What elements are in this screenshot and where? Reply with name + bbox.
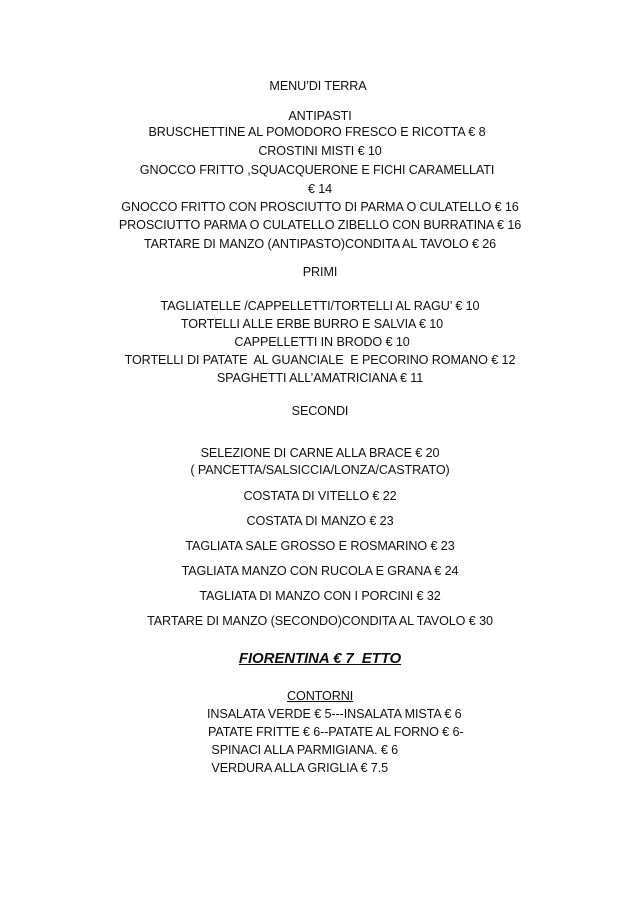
menu-item-note: ( PANCETTA/SALSICCIA/LONZA/CASTRATO) xyxy=(190,463,450,477)
menu-item: PATATE FRITTE € 6--PATATE AL FORNO € 6- xyxy=(208,725,464,739)
menu-item: TAGLIATA SALE GROSSO E ROSMARINO € 23 xyxy=(185,539,455,553)
menu-item: VERDURA ALLA GRIGLIA € 7.5 xyxy=(208,761,389,775)
menu-item: TAGLIATA MANZO CON RUCOLA E GRANA € 24 xyxy=(181,564,459,578)
fiorentina-highlight: FIORENTINA € 7 ETTO xyxy=(238,650,402,667)
menu-item: INSALATA VERDE € 5---INSALATA MISTA € 6 xyxy=(207,707,462,721)
menu-item: GNOCCO FRITTO ,SQUACQUERONE E FICHI CARAMELLATI xyxy=(139,163,495,177)
menu-item: TAGLIATA DI MANZO CON I PORCINI € 32 xyxy=(199,589,441,603)
menu-item: SPINACI ALLA PARMIGIANA. € 6 xyxy=(208,743,399,757)
section-heading-secondi: SECONDI xyxy=(291,404,349,418)
menu-item: TARTARE DI MANZO (SECONDO)CONDITA AL TAVOLO € 30 xyxy=(147,614,493,628)
menu-item: TORTELLI DI PATATE AL GUANCIALE E PECORINO ROMANO € 12 xyxy=(124,353,516,367)
section-heading-contorni: CONTORNI xyxy=(287,689,354,703)
menu-item: CAPPELLETTI IN BRODO € 10 xyxy=(234,335,410,349)
menu-item: TARTARE DI MANZO (ANTIPASTO)CONDITA AL TAVOLO € 26 xyxy=(143,237,497,251)
menu-item: SELEZIONE DI CARNE ALLA BRACE € 20 xyxy=(200,446,440,460)
section-heading-antipasti: ANTIPASTI xyxy=(288,109,352,123)
menu-item: COSTATA DI VITELLO € 22 xyxy=(243,489,397,503)
menu-item: COSTATA DI MANZO € 23 xyxy=(246,514,394,528)
menu-item-price: € 14 xyxy=(307,182,333,196)
menu-title: MENU’DI TERRA xyxy=(269,79,367,93)
section-heading-primi: PRIMI xyxy=(302,265,338,279)
menu-item: CROSTINI MISTI € 10 xyxy=(258,144,382,158)
menu-item: PROSCIUTTO PARMA O CULATELLO ZIBELLO CON BURRATINA € 16 xyxy=(118,218,522,232)
menu-item: GNOCCO FRITTO CON PROSCIUTTO DI PARMA O CULATELLO € 16 xyxy=(121,200,519,214)
menu-item: BRUSCHETTINE AL POMODORO FRESCO E RICOTTA € 8 xyxy=(148,125,486,139)
menu-item: SPAGHETTI ALL’AMATRICIANA € 11 xyxy=(216,371,424,385)
menu-item: TORTELLI ALLE ERBE BURRO E SALVIA € 10 xyxy=(180,317,444,331)
menu-item: TAGLIATELLE /CAPPELLETTI/TORTELLI AL RAGU’ € 10 xyxy=(160,299,480,313)
